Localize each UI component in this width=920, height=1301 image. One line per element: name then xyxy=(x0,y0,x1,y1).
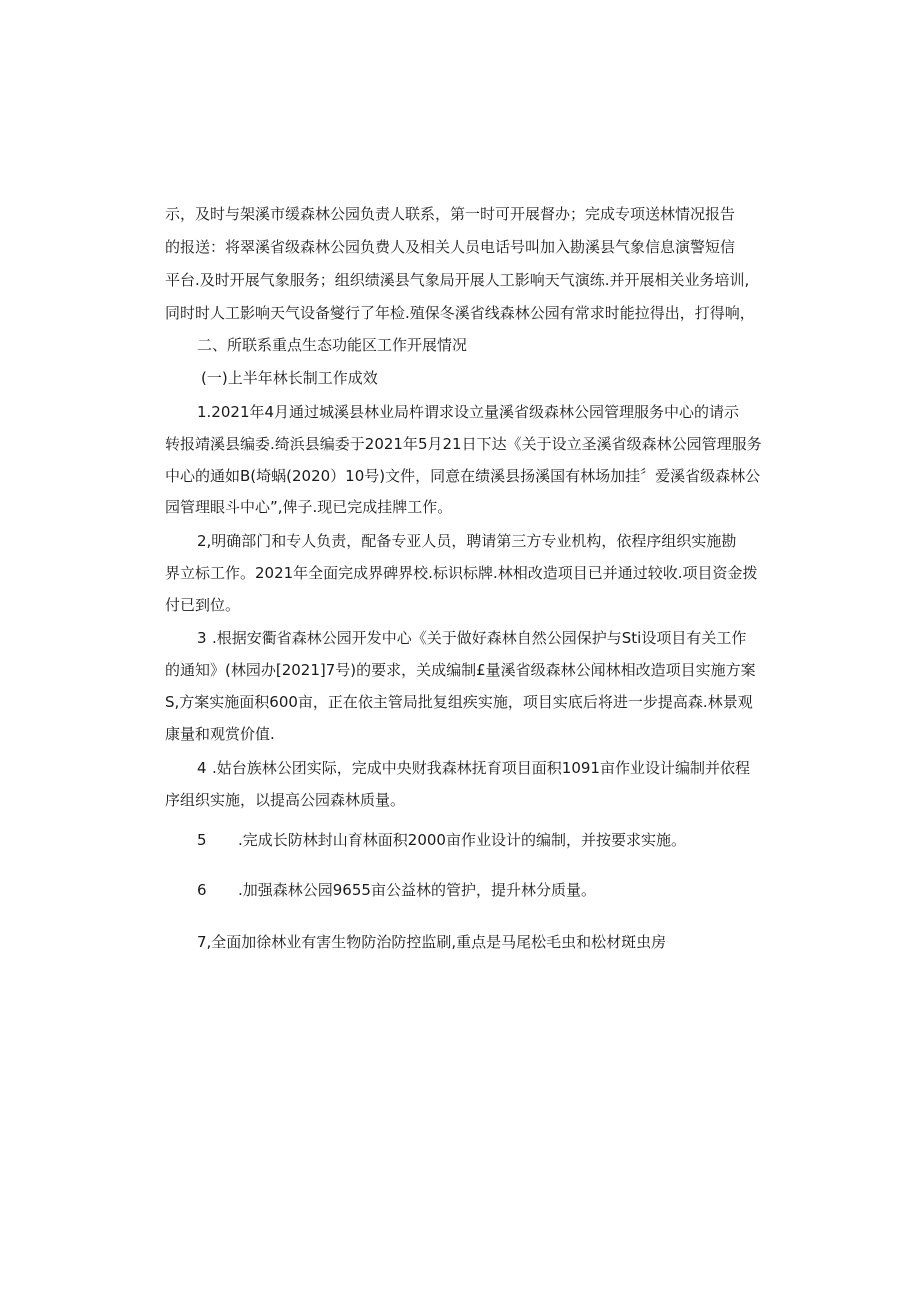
text-line: .加强森林公园9655亩公益林的管护，提升林分质量。 xyxy=(238,881,596,899)
text-line: .完成长防林封山育林面积2000亩作业设计的编制，并按要求实施。 xyxy=(238,831,686,849)
text-line: 转报靖溪县编委.绮浜县编委于2021年5月21日下达《关于设立圣溪省级森林公园管理服务 xyxy=(165,435,762,453)
text-line: 中心的通如B(埼蜗(2020）10号)文件，同意在绩溪县扬溪国有林场加挂〞爱溪省级森林公 xyxy=(165,467,761,485)
text-line: 园管理眼斗中心”,俾子.现已完成挂牌工作。 xyxy=(165,498,453,516)
item-number: 6 xyxy=(197,881,207,899)
text-line: 序组织实施，以提高公园森林质量。 xyxy=(165,791,406,809)
item-number: 4 xyxy=(197,759,207,777)
text-line: 的通知》(林园办[2021]7号)的要求，关成编制£量溪省级森林公闻林相改造项目实施方案 xyxy=(165,661,756,679)
section-heading: 二、所联系重点生态功能区工作开展情况 xyxy=(197,336,468,354)
text-line: 1.2021年4月通过城溪县林业局杵谓求设立量溪省级森林公园管理服务中心的请示 xyxy=(197,403,740,421)
text-line: 7,全面加徐林业有害生物防治防控监刷,重点是马尾松毛虫和松材斑虫房 xyxy=(197,933,667,951)
text-line: 示，及时与架溪市缓森林公园负责人联系，第一时可开展督办；完成专项送林情况报告 xyxy=(165,205,736,223)
text-line: 的报送：将翠溪省级森林公园负费人及相关人员电话号叫加入勘溪县气象信息演警短信 xyxy=(165,238,736,256)
text-line: 界立标工作。2021年全面完成界碑界校.标识标牌.林相改造项目已并通过较收.项目资金拨 xyxy=(165,564,758,582)
subsection-heading: (一)上半年林长制工作成效 xyxy=(201,369,378,387)
text-line: 付已到位。 xyxy=(165,596,241,614)
text-line: 2,明确部门和专人负责，配备专亚人员，聘请第三方专业机构，依程序组织实施勘 xyxy=(197,532,737,550)
text-line: 康量和观赏价值. xyxy=(165,725,275,743)
text-line: .根据安衢省森林公园开发中心《关于做好森林自然公园保护与Sti设项目有关工作 xyxy=(212,629,747,647)
text-line: .姑台族林公团实际，完成中央财我森林抚育项目面积1091亩作业设计编制并依程 xyxy=(212,759,750,777)
item-number: 5 xyxy=(197,831,207,849)
text-line: 同时时人工影响天气设备燮行了年检.殖保冬溪省线森林公园有常求时能拉得出，打得响， xyxy=(165,304,755,322)
text-line: 平台.及时开展气象服务；组织绩溪县气象局开展人工影响天气演练.并开展相关业务培训, xyxy=(165,271,750,289)
text-line: S,方案实施面积600亩，正在依主管局批复组疾实施，项目实底后将进一步提高森.林景观 xyxy=(165,693,753,711)
item-number: 3 xyxy=(197,629,207,647)
